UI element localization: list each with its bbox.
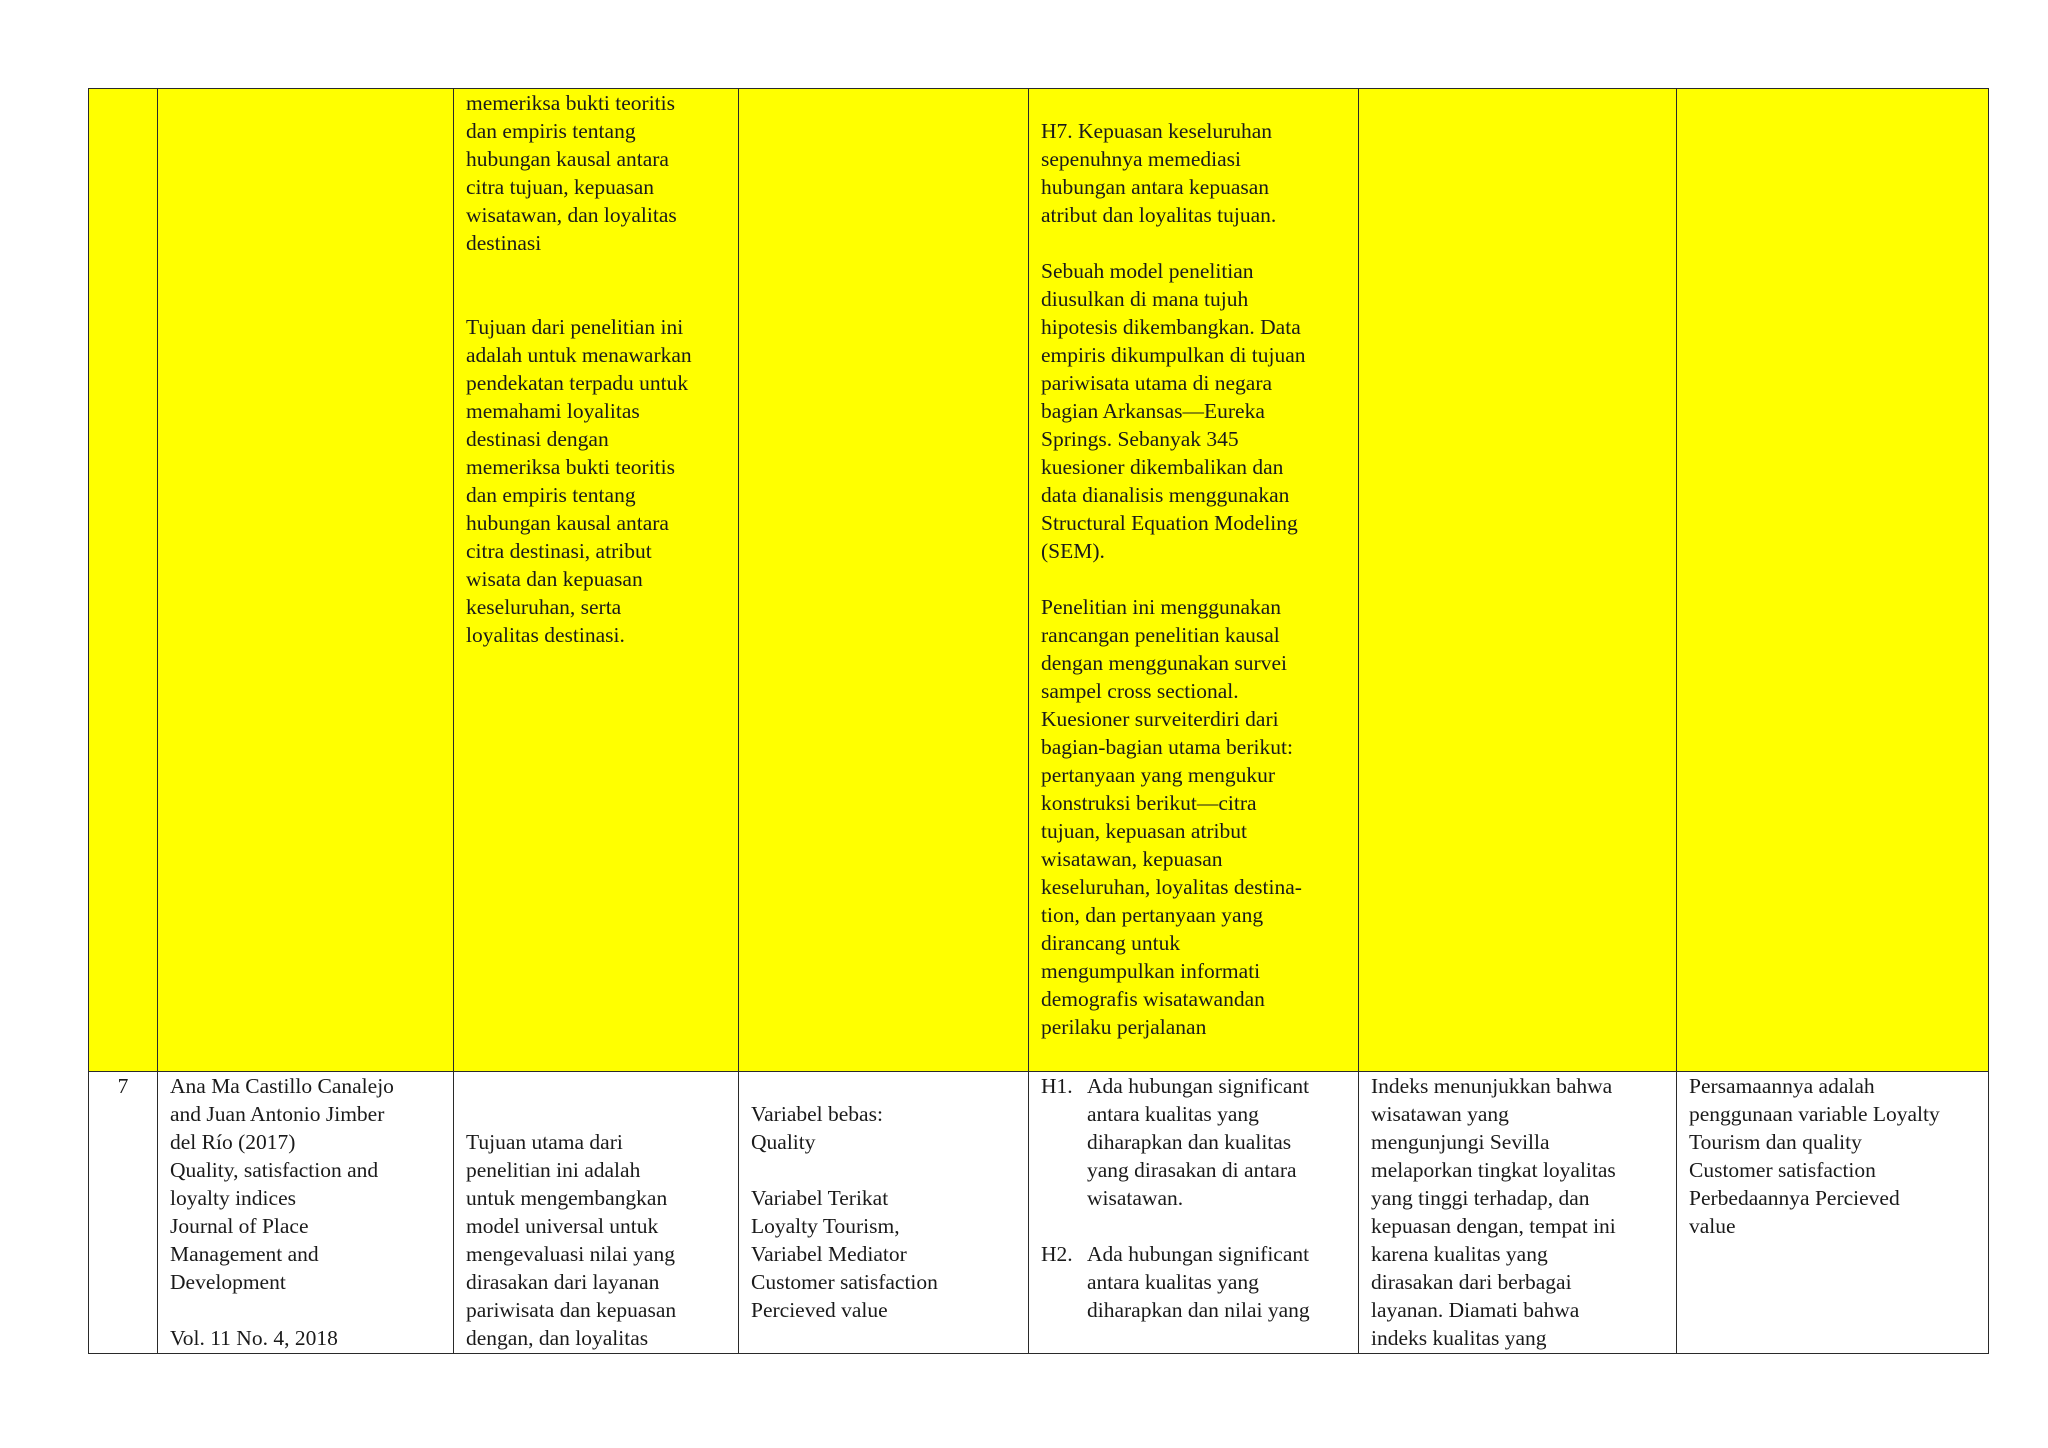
hypothesis-label: H2. [1041,1242,1073,1266]
cell-variables [739,1072,1029,1354]
cell-number [89,1072,158,1354]
table-row [89,1072,1989,1354]
results-paragraph: Indeks menunjukkan bahwa wisatawan yang mengunjungi Sevilla melaporkan tingkat loyalitas yang tinggi terhadap, dan kepuasan dengan, tempat ini karena kualitas yang dirasakan dari berbagai layanan. Diamati bahwa indeks kualitas yang [1371,1074,1616,1350]
hypothesis-text: Ada hubungan significant antara kualitas yang diharapkan dan kualitas yang dirasakan di antara wisatawan. [1087,1074,1310,1210]
hypothesis-label: H1. [1041,1074,1073,1098]
variables-independent: Variabel bebas: Quality [751,1102,883,1154]
literature-review-table [88,88,1989,1354]
cell-hypotheses [1029,89,1359,1072]
cell-results [1359,89,1677,1072]
hypothesis-item [1041,1072,1346,1212]
row-number: 7 [117,1074,129,1098]
cell-hypotheses [1029,1072,1359,1354]
cell-purpose [454,1072,739,1354]
table-row [89,89,1989,1072]
comparison-paragraph: Persamaannya adalah penggunaan variable Loyalty Tourism dan quality Customer satisfaction Perbedaannya Percieved value [1689,1074,1940,1238]
variables-dependent: Variabel Terikat Loyalty Tourism, Variabel Mediator Customer satisfaction Percieved value [751,1186,938,1322]
hypothesis-item [1041,1240,1346,1324]
cell-author [158,1072,454,1354]
cell-comparison [1677,1072,1989,1354]
cell-comparison [1677,89,1989,1072]
method-paragraph: Sebuah model penelitian diusulkan di mana tujuh hipotesis dikembangkan. Data empiris dikumpulkan di tujuan pariwisata utama di negara bagian Arkansas—Eureka Springs. Sebanyak 345 kuesioner dikembalikan dan data dianalisis menggunakan Structural Equation Modeling (SEM). [1041,259,1306,563]
cell-author [158,89,454,1072]
hypothesis-paragraph: H7. Kepuasan keseluruhan sepenuhnya memediasi hubungan antara kepuasan atribut dan loyalitas tujuan. [1041,119,1277,227]
journal-volume: Vol. 11 No. 4, 2018 [170,1326,338,1350]
cell-variables [739,89,1029,1072]
cell-purpose [454,89,739,1072]
purpose-paragraph: Tujuan utama dari penelitian ini adalah untuk mengembangkan model universal untuk mengevaluasi nilai yang dirasakan dari layanan pariwisata dan kepuasan dengan, dan loyalitas [466,1130,677,1350]
author-citation: Ana Ma Castillo Canalejo and Juan Antonio Jimber del Río (2017) Quality, satisfaction and loyalty indices Journal of Place Management and Development [170,1074,394,1294]
hypothesis-text: Ada hubungan significant antara kualitas yang diharapkan dan nilai yang [1087,1242,1310,1322]
method-paragraph: Penelitian ini menggunakan rancangan penelitian kausal dengan menggunakan survei sampel cross sectional. Kuesioner surveiterdiri dari bagian-bagian utama berikut: pertanyaan yang mengukur konstruksi berikut—citra tujuan, kepuasan atribut wisatawan, kepuasan keseluruhan, loyalitas destina- tion, dan pertanyaan yang dirancang untuk mengumpulkan informati demografis wisatawandan perilaku perjalanan [1041,595,1302,1039]
cell-number [89,89,158,1072]
purpose-paragraph: memeriksa bukti teoritis dan empiris tentang hubungan kausal antara citra tujuan, kepuasan wisatawan, dan loyalitas destinasi [466,91,677,255]
purpose-paragraph: Tujuan dari penelitian ini adalah untuk menawarkan pendekatan terpadu untuk memahami loyalitas destinasi dengan memeriksa bukti teoritis dan empiris tentang hubungan kausal antara citra destinasi, atribut wisata dan kepuasan keseluruhan, serta loyalitas destinasi. [466,315,692,647]
cell-results [1359,1072,1677,1354]
